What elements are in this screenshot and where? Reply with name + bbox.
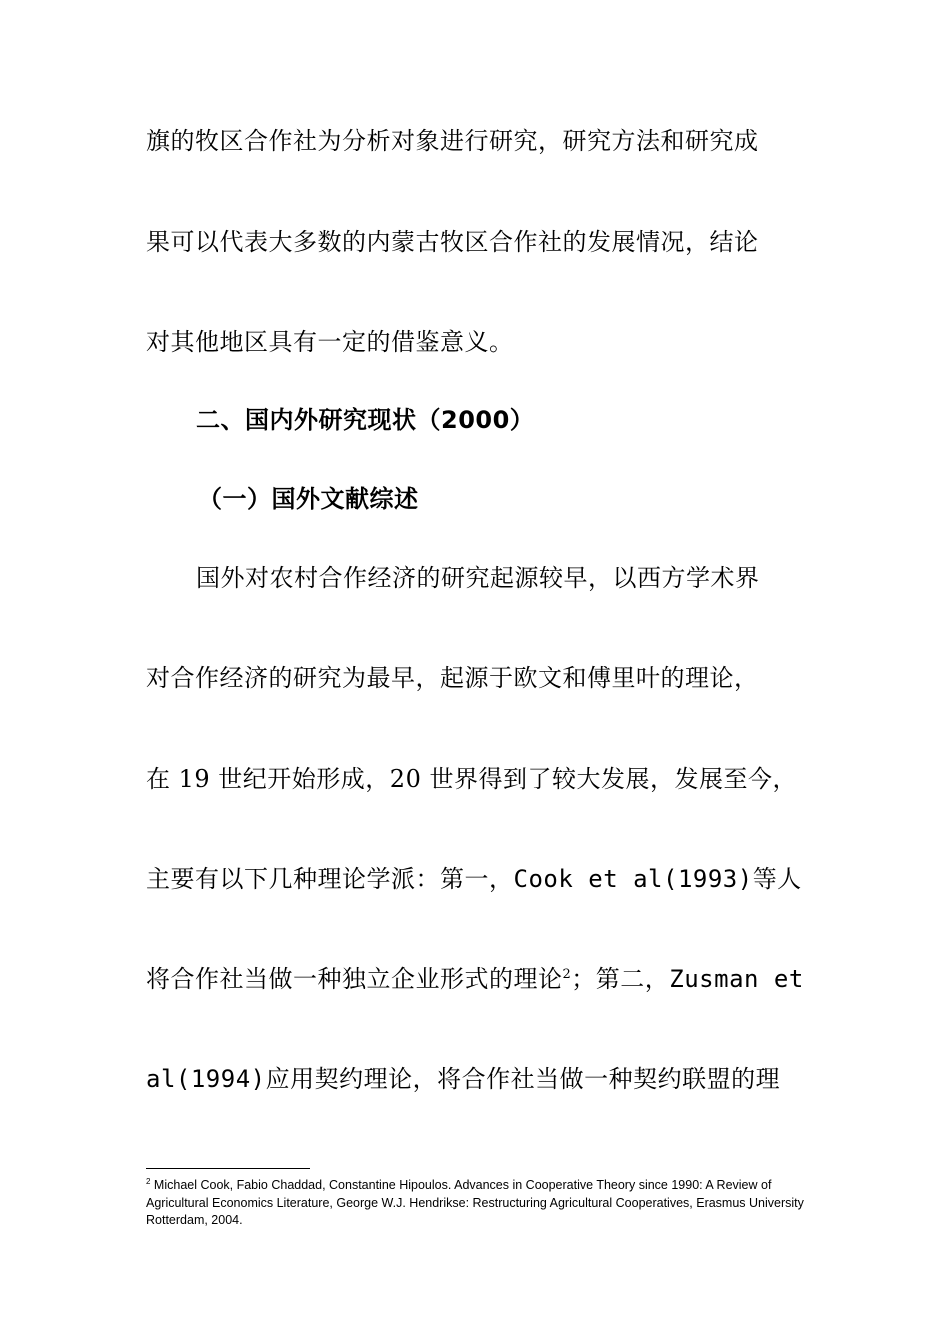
para-line-1: 国外对农村合作经济的研究起源较早，以西方学术界 bbox=[196, 564, 760, 592]
section-heading: 二、国内外研究现状（2000） bbox=[196, 406, 535, 434]
para-line-5-text-a: 将合作社当做一种独立企业形式的理论 bbox=[146, 965, 563, 993]
para-line-4-text-a: 主要有以下几种理论学派：第一， bbox=[146, 865, 514, 893]
para-line-4 bbox=[146, 864, 802, 894]
body-line-2: 果可以代表大多数的内蒙古牧区合作社的发展情况，结论 bbox=[146, 228, 759, 256]
footnote-separator bbox=[146, 1168, 310, 1169]
footnote-text: Michael Cook, Fabio Chaddad, Constantine Hipoulos. Advances in Cooperative Theory since 1990: A Review of Agricultural Economics Literature, George W.J. Hendrikse: Restructuring Agricultural Cooperatives, Erasmus University Rotterdam, 2004. bbox=[146, 1178, 804, 1227]
subsection-heading: （一）国外文献综述 bbox=[198, 485, 419, 513]
footnote-ref-2[interactable]: 2 bbox=[562, 967, 572, 982]
para-line-5-text-b: ；第二， bbox=[571, 965, 670, 993]
footnote-marker: 2 bbox=[146, 1176, 151, 1186]
para-line-6-text-b: 应用契约理论，将合作社当做一种契约联盟的理 bbox=[265, 1065, 781, 1093]
para-line-6 bbox=[146, 1064, 780, 1094]
para-line-2: 对合作经济的研究为最早，起源于欧文和傅里叶的理论， bbox=[146, 664, 759, 692]
citation-year: al(1994) bbox=[146, 1065, 266, 1093]
citation-zusman: Zusman et bbox=[669, 965, 804, 993]
citation-cook: Cook et al(1993) bbox=[513, 865, 753, 893]
para-line-4-text-c: 等人 bbox=[752, 865, 802, 893]
para-line-3: 在 19 世纪开始形成，20 世界得到了较大发展，发展至今， bbox=[146, 765, 797, 793]
para-line-5 bbox=[146, 964, 804, 994]
footnote bbox=[146, 1177, 806, 1230]
body-line-3: 对其他地区具有一定的借鉴意义。 bbox=[146, 328, 514, 356]
body-line-1: 旗的牧区合作社为分析对象进行研究，研究方法和研究成 bbox=[146, 127, 759, 155]
